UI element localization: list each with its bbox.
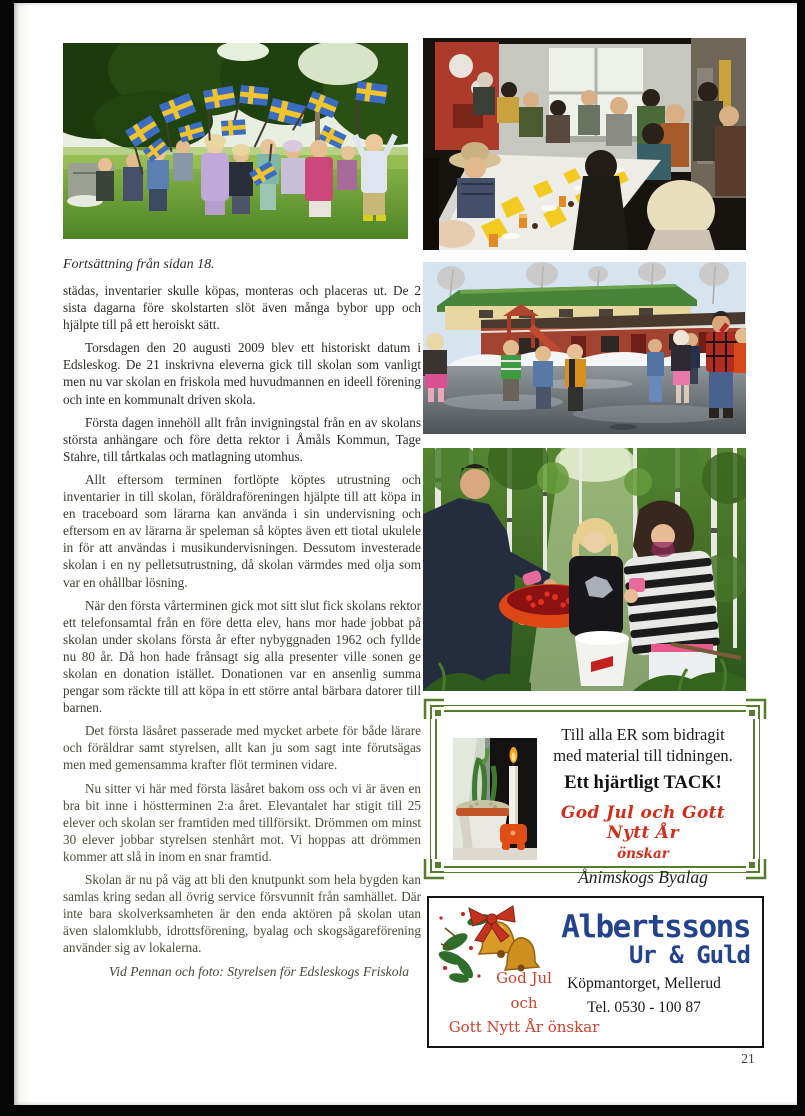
page-number: 21 — [741, 1051, 755, 1066]
ad-company-subtitle: Ur & Guld — [628, 941, 750, 969]
article-paragraph: Första dagen innehöll allt från invigningstal från en av skolans största anhängare och före detta rektor i Åmåls Kommun, Tage Stahre, till tårtkalas och matlagning utomhus. — [63, 414, 421, 464]
ad-company-name: Albertssons — [561, 909, 750, 945]
greek-key-corner-icon — [423, 698, 444, 719]
continuation-note: Fortsättning från sidan 18. — [63, 257, 215, 272]
article-paragraph: städas, inventarier skulle köpas, monteras och placeras ut. De 2 sista dagarna före skolstarten slöt även många bybor upp och hjälpte till på ett heroiskt sätt. — [63, 283, 421, 333]
photo-candle-and-plant — [453, 738, 537, 860]
thanks-box — [430, 705, 760, 887]
ad-company-block — [538, 909, 750, 1017]
photo-children-with-swedish-flags — [63, 43, 408, 239]
photo-party-table — [423, 38, 746, 250]
thanks-greeting-script: God Jul och Gott Nytt År — [560, 803, 726, 843]
ad-greeting-line-1: God Jul — [496, 969, 552, 987]
ad-address: Köpmantorget, Mellerud — [567, 975, 721, 992]
article-paragraph: Torsdagen den 20 augusti 2009 blev ett historiskt datum i Edsleskog. De 21 inskrivna eleverna gick till skolan som vanligt men nu var skolan en friskola med huvudmannen en ideell förening och inte en kommunalt driven skola. — [63, 340, 421, 407]
thanks-onskar: önskar — [617, 846, 669, 862]
article-column — [63, 257, 421, 980]
greek-key-corner-icon — [746, 698, 767, 719]
article-paragraph: Allt eftersom terminen fortlöpte köptes utrustning och inventarier in till skolan, föräldraföreningen hjälpte till att köpa in en traceboard som lärarna kan använda i sin undervisning och eftersom en av lärarna är speleman så köptes även ett tiotal ukulele in för att användas i musikundervisningen. Dessutom investerade skolan i en ny pelletsutrustning, då skolan värmdes med olja som var en ohållbar lösning. — [63, 471, 421, 590]
magazine-page — [14, 3, 797, 1105]
thanks-box-text — [537, 724, 749, 888]
article-paragraph: Det första läsåret passerade med mycket arbete för både lärare och föräldrar samt styrelsen, allt kan ju som sagt inte förutsägas men med gemensamma krafter flöt terminen vidare. — [63, 723, 421, 773]
article-byline: Vid Pennan och foto: Styrelsen för Edsleskogs Friskola — [108, 964, 410, 980]
article-paragraph: När den första vårterminen gick mot sitt slut fick skolans rektor ett telefonsamtal från en före detta elev, hans mor hade jobbat på skolan under skolans första år efter nybyggnaden 1962 och fyllde nu 80 år. Då hon hade frånsagt sig alla presenter ville sonen ge skolan en donation istället. Donationen var en ansenlig summa pengar som räckte till att köpa in ett större antal bärbara datorer till barnen. — [63, 597, 421, 716]
albertssons-ad-box — [427, 896, 764, 1048]
ad-phone: Tel. 0530 - 100 87 — [587, 999, 701, 1016]
greek-key-corner-icon — [746, 859, 767, 880]
thanks-line-2: med material till tidningen. — [553, 746, 733, 765]
photo-berry-picking — [423, 448, 746, 691]
ad-greeting-line-3: Gott Nytt År önskar — [448, 1018, 600, 1036]
article-paragraph: Nu sitter vi här med första läsåret bakom oss och vi är även en bra bit inne i höstterminen 2:a året. Elevantalet har stigit till 25 elever och skolan ser framtiden med tillförsikt. Drömmen om minst 30 elever jobbar styrelsen stenhårt mot. Vi hoppas att drömmen kommer att slå in inom en snar framtid. — [63, 780, 421, 864]
thanks-tack-heading: Ett hjärtligt TACK! — [564, 773, 722, 793]
greek-key-corner-icon — [423, 859, 444, 880]
thanks-signature: Ånimskogs Byalag — [578, 867, 708, 887]
thanks-line-1: Till alla ER som bidragit — [561, 725, 725, 744]
ad-greeting-line-2: och — [510, 993, 538, 1012]
article-paragraph: Skolan är nu på väg att bli den knutpunkt som hela bygden kan samlas kring sedan all övrig service försvunnit från samhället. Där inte bara skolverksamheten är den enda aktören på skolan utan även slalomklubb, idrottsförening, byalag och skogsägareförening använder sig av lokalerna. — [63, 872, 421, 956]
photo-school-building — [423, 262, 746, 434]
